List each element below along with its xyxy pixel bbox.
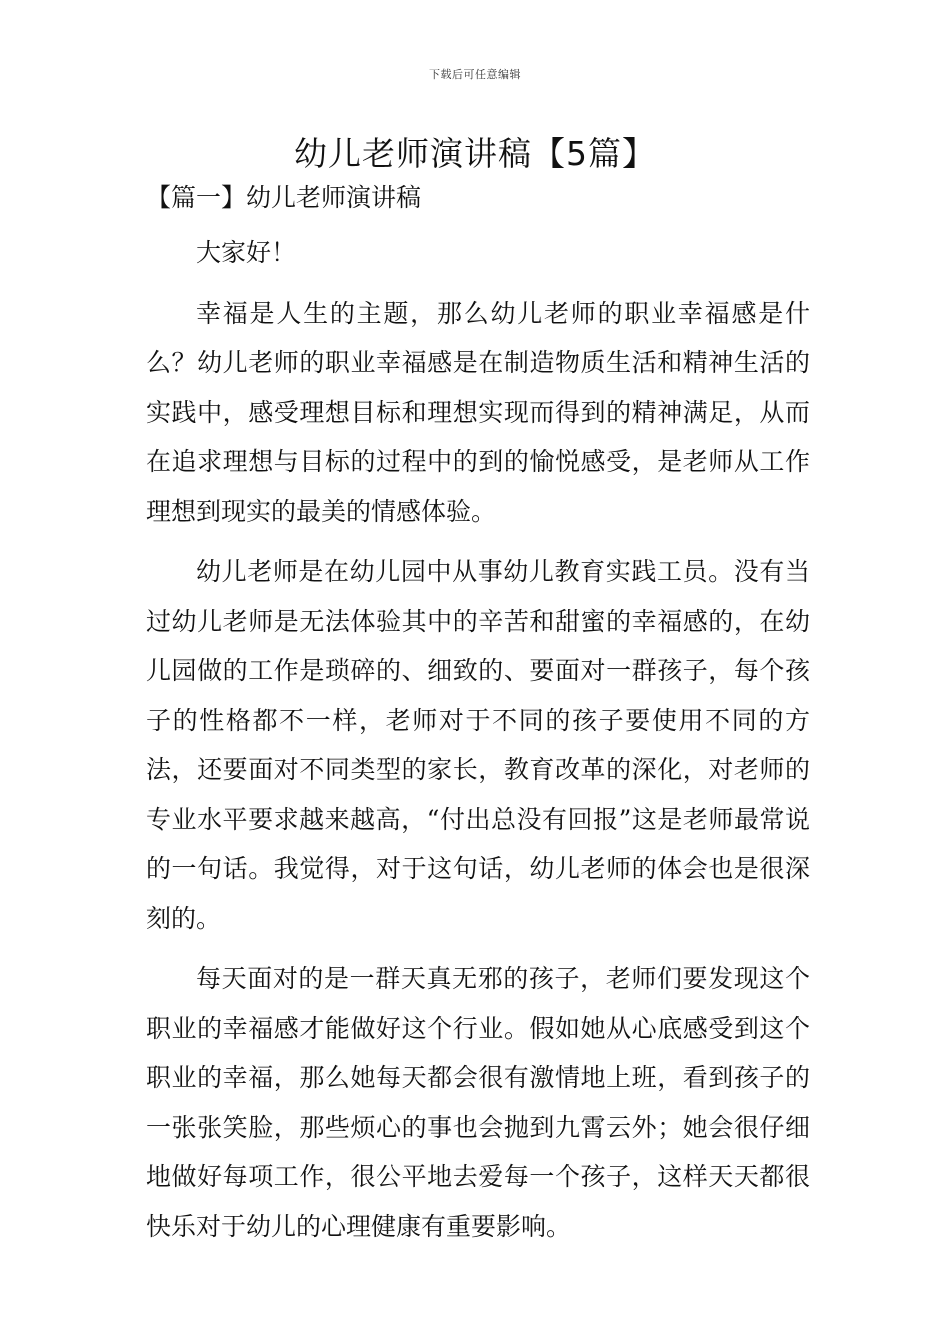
document-body — [146, 228, 810, 1251]
document-title: 幼儿老师演讲稿【5篇】 — [294, 134, 656, 173]
header-note: 下载后可任意编辑 — [429, 68, 521, 81]
paragraph-greeting: 大家好！ — [196, 238, 297, 267]
paragraph: 每天面对的是一群天真无邪的孩子，老师们要发现这个职业的幸福感才能做好这个行业。假如她从心底感受到这个职业的幸福，那么她每天都会很有激情地上班，看到孩子的一张张笑脸，那些烦心的事也会抛到九霄云外；她会很仔细地做好每项工作，很公平地去爱每一个孩子，这样天天都很快乐对于幼儿的心理健康有重要影响。 — [146, 964, 810, 1241]
section-heading: 【篇一】幼儿老师演讲稿 — [146, 183, 422, 212]
paragraph: 幼儿老师是在幼儿园中从事幼儿教育实践工员。没有当过幼儿老师是无法体验其中的辛苦和甜蜜的幸福感的，在幼儿园做的工作是琐碎的、细致的、要面对一群孩子，每个孩子的性格都不一样，老师对于不同的孩子要使用不同的方法，还要面对不同类型的家长，教育改革的深化，对老师的专业水平要求越来越高，“付出总没有回报”这是老师最常说的一句话。我觉得，对于这句话，幼儿老师的体会也是很深刻的。 — [146, 557, 810, 933]
paragraph: 幸福是人生的主题，那么幼儿老师的职业幸福感是什么？幼儿老师的职业幸福感是在制造物质生活和精神生活的实践中，感受理想目标和理想实现而得到的精神满足，从而在追求理想与目标的过程中的到的愉悦感受，是老师从工作理想到现实的最美的情感体验。 — [146, 298, 810, 526]
